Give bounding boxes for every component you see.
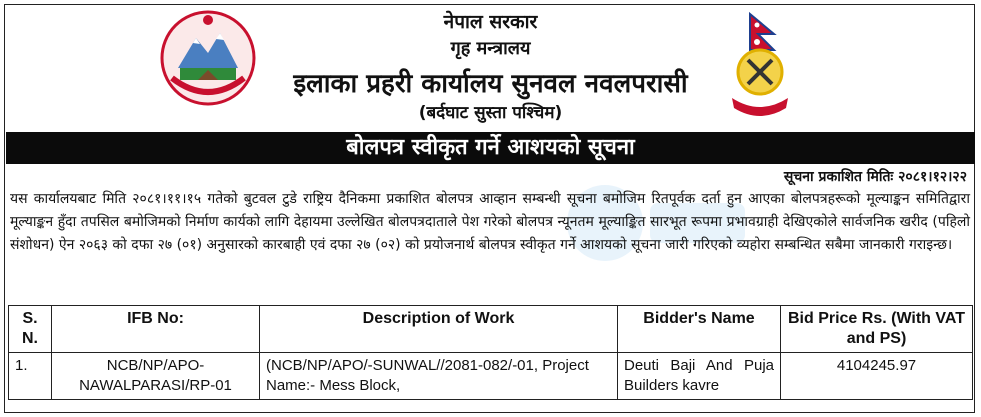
nepal-police-logo-icon (720, 10, 800, 120)
ministry-title: गृह मन्त्रालय (450, 38, 531, 59)
notice-banner-title: बोलपत्र स्वीकृत गर्ने आशयको सूचना (6, 132, 975, 164)
publication-date (784, 167, 967, 186)
col-header-description: Description of Work (260, 306, 618, 353)
cell-bidder: Deuti Baji And Puja Builders kavre (618, 353, 781, 400)
cell-sn: 1. (9, 353, 52, 400)
government-title: नेपाल सरकार (443, 11, 538, 33)
col-header-sn: S. N. (9, 306, 52, 353)
bid-table (8, 305, 973, 400)
publication-date-label: सूचना प्रकाशित मितिः (783, 169, 894, 185)
table-header-row (9, 306, 973, 353)
notice-body-text: यस कार्यालयबाट मिति २०८१।११।१५ गतेको बुटवल टुडे राष्ट्रिय दैनिकमा प्रकाशित बोलपत्र आव्हान सम्बन्धी सूचना बमोजिम रितपूर्वक दर्ता हुन आएका बोलपत्रहरूको मूल्याङ्कन समितिद्वारा मूल्याङ्कन हुँदा तपसिल बमोजिमको निर्माण कार्यको लागि देहायमा उल्लेखित बोलपत्रदाताले पेश गरेको बोलपत्र न्यूनतम मूल्याङ्कित सारभूत रूपमा प्रभावग्राही देखिएकोले सार्वजनिक खरीद (पहिलो संशोधन) ऐन २०६३ को दफा २७ (०१) अनुसारको कारबाही एवं दफा २७ (०२) को प्रयोजनार्थ बोलपत्र स्वीकृत गर्ने आशयको सूचना जारी गरिएको व्यहोरा सम्बन्धित सबैमा जानकारी गराइन्छ। (10, 191, 970, 253)
office-title: इलाका प्रहरी कार्यालय सुनवल नवलपरासी (293, 69, 688, 99)
col-header-ifb: IFB No: (52, 306, 260, 353)
col-header-bid-price: Bid Price Rs. (With VAT and PS) (781, 306, 973, 353)
cell-bid-price: 4104245.97 (781, 353, 973, 400)
cell-description: (NCB/NP/APO/-SUNWAL//2081-082/-01, Project Name:- Mess Block, (260, 353, 618, 400)
document-header (0, 0, 981, 128)
col-header-bidder: Bidder's Name (618, 306, 781, 353)
publication-date-value: २०८१।१२।२२ (898, 169, 967, 185)
table-row (9, 353, 973, 400)
office-location: (बर्दघाट सुस्ता पश्चिम) (418, 103, 563, 123)
cell-ifb: NCB/NP/APO-NAWALPARASI/RP-01 (52, 353, 260, 400)
